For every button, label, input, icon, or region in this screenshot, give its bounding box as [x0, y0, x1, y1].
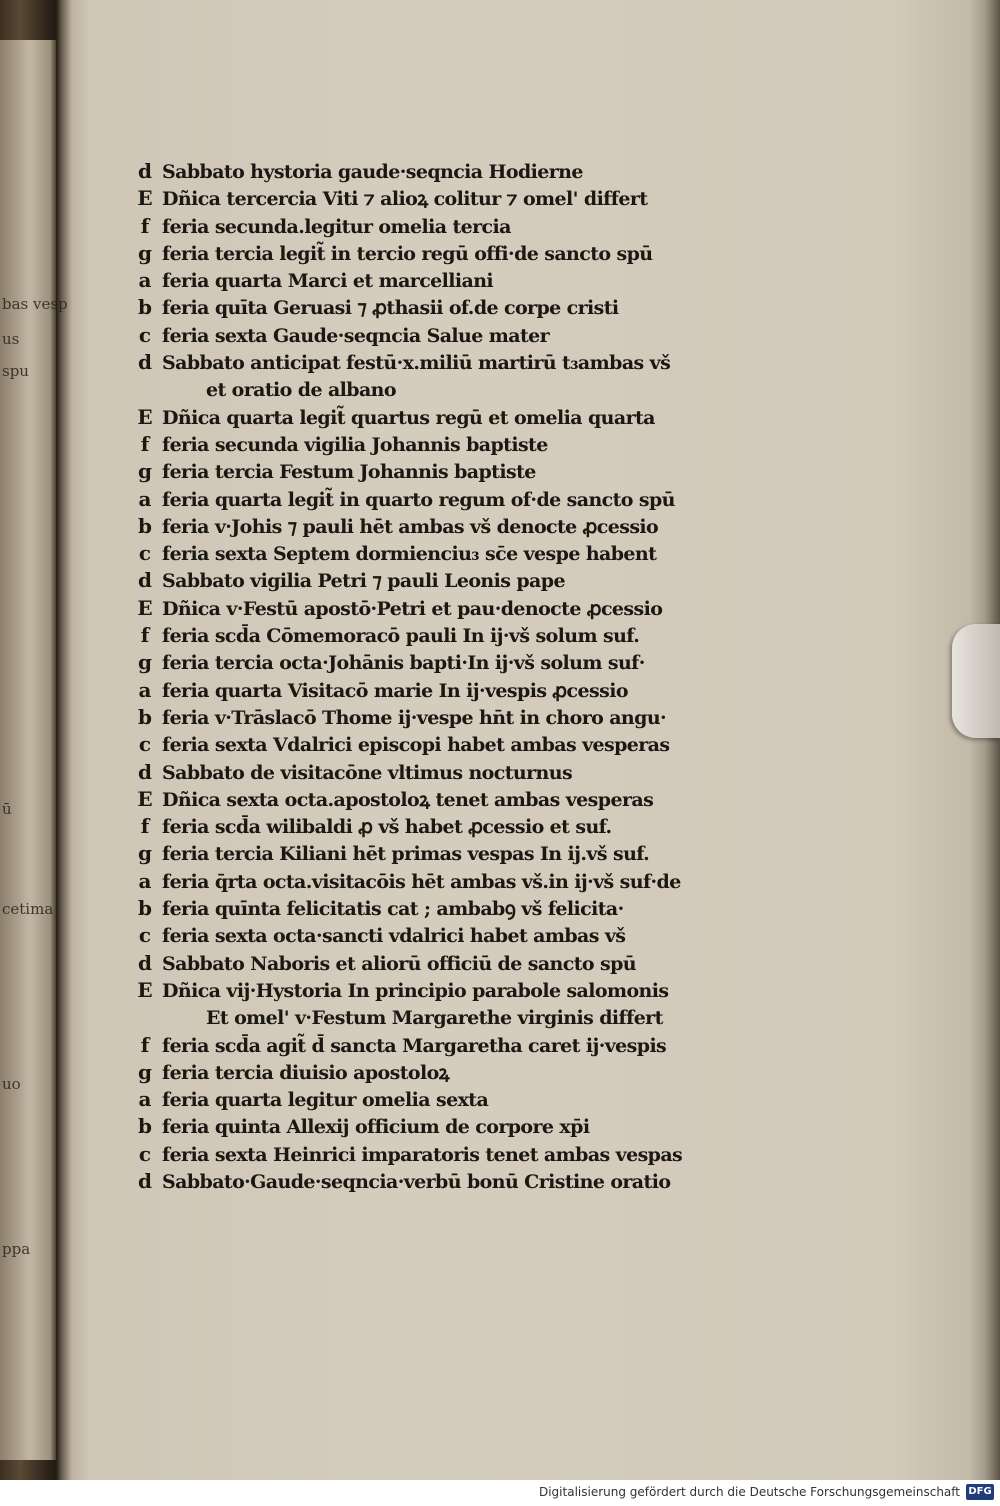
dominical-letter: c: [138, 541, 152, 566]
calendar-line: [128, 486, 788, 513]
dominical-letter: c: [138, 322, 152, 347]
calendar-line: [128, 294, 788, 321]
calendar-entry: Dñica quarta legit̃ quartus regū et omelia quarta: [162, 406, 655, 429]
calendar-line: [128, 185, 788, 212]
calendar-line: [128, 349, 788, 376]
calendar-entry: Et omel' v·Festum Margarethe virginis differt: [206, 1007, 663, 1030]
calendar-entry: feria tercia diuisio apostoloꝝ: [162, 1061, 450, 1084]
calendar-entry: Sabbato vigilia Petri ⁊ pauli Leonis pape: [162, 570, 565, 593]
calendar-entry: feria sexta Heinrici imparatoris tenet ambas vespas: [162, 1143, 683, 1166]
calendar-entry: feria scd̄a agit̃ d̄ sancta Margaretha caret ij·vespis: [162, 1034, 667, 1057]
calendar-line: [128, 1141, 788, 1168]
calendar-line: [128, 213, 788, 240]
calendar-line: [128, 1168, 788, 1195]
calendar-entry: feria v·Trāslacō Thome ij·vespe hn̄t in choro angu·: [162, 706, 667, 729]
calendar-entry: feria scd̄a Cōmemoracō pauli In ij·vš solum suf.: [162, 625, 640, 648]
dominical-letter: b: [138, 295, 152, 320]
calendar-line: [128, 977, 788, 1004]
calendar-line: [128, 1004, 788, 1031]
calendar-entry: feria quarta legitur omelia sexta: [162, 1089, 489, 1112]
calendar-entry: feria quīnta felicitatis cat ; ambabꝯ vš felicita·: [162, 898, 624, 921]
dominical-letter: d: [138, 1168, 152, 1193]
calendar-entry: Dñica v·Festū apostō·Petri et pau·denocte ꝓcessio: [162, 597, 663, 620]
calendar-line: [128, 376, 788, 403]
calendar-entry: feria q̄rta octa.visitacōis hēt ambas vš.in ij·vš suf·de: [162, 870, 681, 893]
calendar-line: [128, 322, 788, 349]
previous-page-fragment: ppa: [2, 1240, 31, 1258]
dominical-letter: c: [138, 923, 152, 948]
calendar-entry: feria quarta legit̃ in quarto regum of·de sancto spū: [162, 488, 675, 511]
previous-page-fragment: uo: [2, 1075, 21, 1093]
calendar-line: [128, 649, 788, 676]
liturgical-calendar: [128, 158, 788, 1195]
calendar-entry: feria v·Johis ⁊ pauli hēt ambas vš denocte ꝓcessio: [162, 515, 659, 538]
calendar-line: [128, 868, 788, 895]
calendar-line: [128, 950, 788, 977]
page-clip: [952, 624, 1000, 738]
dominical-letter: c: [138, 732, 152, 757]
calendar-line: [128, 786, 788, 813]
dominical-letter: d: [138, 159, 152, 183]
calendar-entry: feria sexta Gaude·seqncia Salue mater: [162, 324, 550, 347]
dominical-letter: E: [137, 404, 153, 429]
calendar-entry: feria quinta Allexij officium de corpore xp̄i: [162, 1116, 590, 1139]
dominical-letter: a: [138, 868, 152, 893]
dominical-letter: d: [138, 350, 152, 375]
calendar-line: [128, 677, 788, 704]
dominical-letter: E: [137, 977, 153, 1002]
previous-page-fragment: cetima: [2, 900, 54, 918]
calendar-line: [128, 404, 788, 431]
calendar-line: [128, 840, 788, 867]
dominical-letter: b: [138, 1114, 152, 1139]
calendar-entry: Sabbato de visitacōne vltimus nocturnus: [162, 761, 573, 784]
calendar-entry: feria secunda.legitur omelia tercia: [162, 215, 511, 238]
calendar-line: [128, 813, 788, 840]
dominical-letter: c: [138, 1141, 152, 1166]
calendar-line: [128, 1032, 788, 1059]
dominical-letter: b: [138, 513, 152, 538]
dominical-letter: g: [138, 650, 152, 675]
calendar-line: [128, 540, 788, 567]
calendar-line: [128, 267, 788, 294]
calendar-line: [128, 1086, 788, 1113]
previous-page-fragment: spu: [2, 362, 29, 380]
calendar-entry: feria tercia Kiliani hēt primas vespas In ij.vš suf.: [162, 843, 650, 866]
dominical-letter: a: [138, 1087, 152, 1112]
footer-bar: [0, 1480, 1000, 1506]
dominical-letter: a: [138, 486, 152, 511]
dominical-letter: d: [138, 568, 152, 593]
dominical-letter: g: [138, 240, 152, 265]
calendar-entry: Dñica sexta octa.apostoloꝝ tenet ambas vesperas: [162, 788, 654, 811]
calendar-entry: Dñica tercercia Viti ⁊ alioꝝ colitur ⁊ omel' differt: [162, 188, 648, 211]
calendar-line: [128, 240, 788, 267]
calendar-line: [128, 922, 788, 949]
calendar-line: [128, 704, 788, 731]
dominical-letter: g: [138, 1059, 152, 1084]
calendar-entry: feria tercia octa·Johānis bapti·In ij·vš solum suf·: [162, 652, 645, 675]
previous-page-fragment: bas vesp: [2, 295, 68, 313]
calendar-entry: Sabbato anticipat festū·x.miliū martirū t₃ambas vš: [162, 352, 671, 375]
calendar-line: [128, 759, 788, 786]
dominical-letter: f: [140, 1032, 150, 1057]
calendar-line: [128, 1059, 788, 1086]
calendar-entry: Sabbato Naboris et aliorū officiū de sancto spū: [162, 952, 636, 975]
dominical-letter: E: [137, 595, 153, 620]
calendar-entry: feria scd̄a wilibaldi ꝓ vš habet ꝓcessio et suf.: [162, 816, 612, 839]
dfg-logo-icon: DFG: [966, 1484, 994, 1500]
previous-page-fragment: ū: [2, 800, 12, 818]
calendar-entry: feria sexta Septem dormienciu₃ sc̄e vespe habent: [162, 543, 657, 566]
calendar-entry: feria tercia Festum Johannis baptiste: [162, 461, 536, 484]
calendar-line: [128, 1113, 788, 1140]
calendar-line: [128, 567, 788, 594]
calendar-line: [128, 458, 788, 485]
dominical-letter: d: [138, 759, 152, 784]
dominical-letter: f: [140, 213, 150, 238]
calendar-line: [128, 731, 788, 758]
dominical-letter: b: [138, 896, 152, 921]
dominical-letter: f: [140, 814, 150, 839]
dominical-letter: E: [137, 186, 153, 211]
dominical-letter: g: [138, 841, 152, 866]
dominical-letter: f: [140, 431, 150, 456]
calendar-entry: Sabbato hystoria gaude·seqncia Hodierne: [162, 161, 583, 183]
calendar-line: [128, 595, 788, 622]
calendar-entry: feria secunda vigilia Johannis baptiste: [162, 433, 548, 456]
dominical-letter: a: [138, 677, 152, 702]
funding-notice: Digitalisierung gefördert durch die Deutsche Forschungsgemeinschaft: [538, 1485, 960, 1499]
previous-page-fragment: us: [2, 330, 20, 348]
calendar-entry: feria quarta Visitacō marie In ij·vespis ꝓcessio: [162, 679, 628, 702]
calendar-entry: feria quīta Geruasi ⁊ ꝓthasii of.de corpe cristi: [162, 297, 619, 320]
calendar-line: [128, 622, 788, 649]
dominical-letter: b: [138, 704, 152, 729]
dominical-letter: f: [140, 623, 150, 648]
calendar-line: [128, 431, 788, 458]
calendar-entry: feria sexta Vdalrici episcopi habet ambas vesperas: [162, 734, 670, 757]
previous-page-edge: [0, 40, 68, 1460]
calendar-entry: Dñica vij·Hystoria In principio parabole salomonis: [162, 979, 669, 1002]
calendar-entry: Sabbato·Gaude·seqncia·verbū bonū Cristine oratio: [162, 1170, 671, 1193]
calendar-entry: feria sexta octa·sancti vdalrici habet ambas vš: [162, 925, 626, 948]
calendar-line: [128, 158, 788, 185]
dominical-letter: a: [138, 268, 152, 293]
calendar-entry: et oratio de albano: [206, 379, 396, 402]
dominical-letter: g: [138, 459, 152, 484]
calendar-line: [128, 895, 788, 922]
calendar-entry: feria tercia legit̃ in tercio regū offi·de sancto spū: [162, 242, 653, 265]
dominical-letter: d: [138, 950, 152, 975]
calendar-line: [128, 513, 788, 540]
dominical-letter: E: [137, 786, 153, 811]
calendar-entry: feria quarta Marci et marcelliani: [162, 270, 494, 293]
